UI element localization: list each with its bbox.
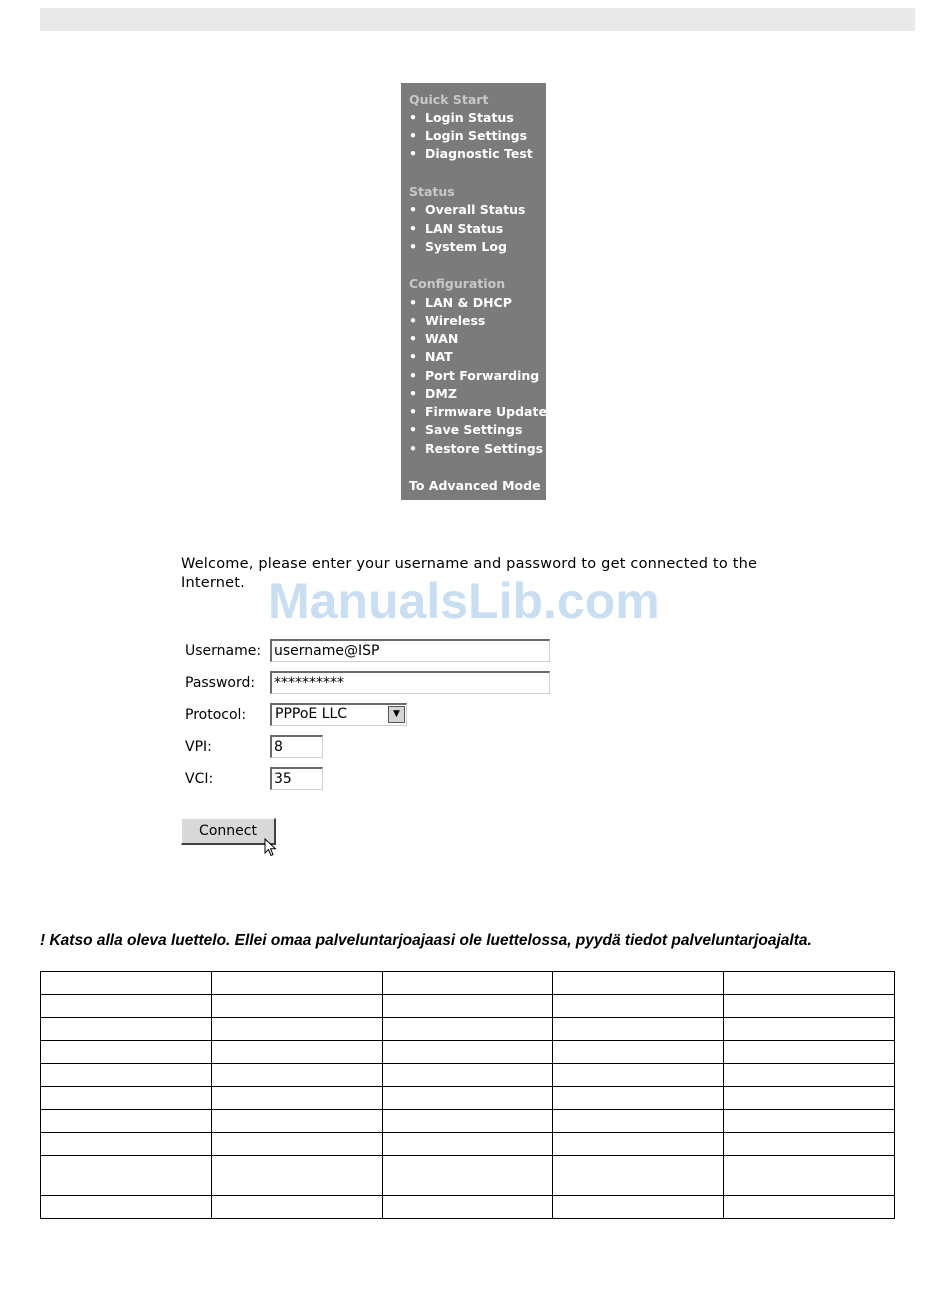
table-row [41,1196,895,1219]
table-row [41,1156,895,1196]
table-cell [724,1041,895,1064]
connect-button[interactable]: Connect [181,818,276,845]
bullet-icon: • [409,295,417,310]
nav-item-wan[interactable]: • WAN [409,331,459,346]
nav-item-system-log[interactable]: • System Log [409,239,507,254]
table-cell [553,995,724,1018]
bullet-icon: • [409,404,417,419]
table-cell [211,972,382,995]
nav-item-lan-dhcp[interactable]: • LAN & DHCP [409,295,512,310]
nav-item-wireless[interactable]: • Wireless [409,313,486,328]
table-cell [41,1064,212,1087]
table-cell [553,1064,724,1087]
table-cell [724,972,895,995]
table-cell [41,1156,212,1196]
table-cell [724,995,895,1018]
table-cell [41,1087,212,1110]
table-cell [724,1133,895,1156]
table-row [41,1110,895,1133]
table-cell [41,1133,212,1156]
table-row [41,1133,895,1156]
welcome-text: Welcome, please enter your username and password to get connected to the Internet. [181,556,758,591]
nav-item-dmz[interactable]: • DMZ [409,386,457,401]
table-cell [382,1087,553,1110]
watermark: ManualsLib.com [268,573,660,629]
table-cell [41,1018,212,1041]
table-row [41,1041,895,1064]
table-cell [211,1156,382,1196]
table-cell [382,995,553,1018]
table-cell [553,1196,724,1219]
table-cell [553,1018,724,1041]
nav-item-lan-status[interactable]: • LAN Status [409,221,504,236]
protocol-value: PPPoE LLC [275,706,348,722]
vpi-label: VPI: [185,739,212,755]
username-label: Username: [185,643,262,659]
table-cell [724,1156,895,1196]
table-cell [211,1133,382,1156]
table-row [41,1087,895,1110]
mouse-pointer-icon [264,838,278,858]
table-cell [553,1156,724,1196]
password-field[interactable]: ********** [270,671,550,694]
bullet-icon: • [409,386,417,401]
username-field[interactable]: username@ISP [270,639,550,662]
nav-item-login-settings[interactable]: • Login Settings [409,128,528,143]
isp-table [40,971,895,1219]
table-cell [724,1018,895,1041]
nav-item-overall-status[interactable]: • Overall Status [409,202,526,217]
table-cell [553,1041,724,1064]
section-title-quick-start: Quick Start [409,92,489,107]
section-title-configuration: Configuration [409,276,506,291]
table-cell [382,1041,553,1064]
table-cell [41,1041,212,1064]
table-cell [382,1196,553,1219]
table-cell [211,1110,382,1133]
table-cell [382,1064,553,1087]
note-text: ! Katso alla oleva luettelo. Ellei omaa palveluntarjoajaasi ole luettelossa, pyydä tiedot palveluntarjoajalta. [40,932,812,949]
table-cell [211,1018,382,1041]
table-row [41,1018,895,1041]
table-cell [211,1196,382,1219]
bullet-icon: • [409,221,417,236]
table-cell [724,1110,895,1133]
top-bar [40,8,915,31]
table-cell [211,995,382,1018]
bullet-icon: • [409,368,417,383]
bullet-icon: • [409,441,417,456]
nav-item-nat[interactable]: • NAT [409,349,453,364]
bullet-icon: • [409,128,417,143]
table-cell [553,1087,724,1110]
password-label: Password: [185,675,256,691]
table-cell [553,972,724,995]
table-cell [211,1087,382,1110]
bullet-icon: • [409,146,417,161]
bullet-icon: • [409,422,417,437]
table-cell [724,1064,895,1087]
bullet-icon: • [409,313,417,328]
nav-item-save-settings[interactable]: • Save Settings [409,422,523,437]
bullet-icon: • [409,349,417,364]
table-row [41,972,895,995]
section-title-status: Status [409,184,455,199]
table-cell [553,1133,724,1156]
nav-item-firmware-update[interactable]: • Firmware Update [409,404,547,419]
table-cell [724,1196,895,1219]
table-cell [382,1110,553,1133]
nav-item-restore-settings[interactable]: • Restore Settings [409,441,544,456]
table-cell [724,1087,895,1110]
table-cell [553,1110,724,1133]
dropdown-arrow-icon[interactable]: ▼ [388,706,405,723]
table-cell [382,1156,553,1196]
bullet-icon: • [409,331,417,346]
table-cell [41,1110,212,1133]
table-cell [382,1133,553,1156]
table-row [41,995,895,1018]
table-cell [382,972,553,995]
table-cell [41,972,212,995]
table-cell [382,1018,553,1041]
vci-label: VCI: [185,771,214,787]
bullet-icon: • [409,110,417,125]
table-cell [41,995,212,1018]
table-cell [211,1041,382,1064]
table-cell [211,1064,382,1087]
bullet-icon: • [409,202,417,217]
table-row [41,1064,895,1087]
protocol-label: Protocol: [185,707,247,723]
protocol-select[interactable] [270,703,407,726]
advanced-mode-link[interactable]: To Advanced Mode [409,478,541,493]
nav-item-port-forwarding[interactable]: • Port Forwarding [409,368,540,383]
vci-field[interactable]: 35 [270,767,323,790]
sidebar-nav [401,83,546,500]
bullet-icon: • [409,239,417,254]
nav-item-login-status[interactable]: • Login Status [409,110,514,125]
table-cell [41,1196,212,1219]
nav-item-diagnostic-test[interactable]: • Diagnostic Test [409,146,533,161]
vpi-field[interactable]: 8 [270,735,323,758]
